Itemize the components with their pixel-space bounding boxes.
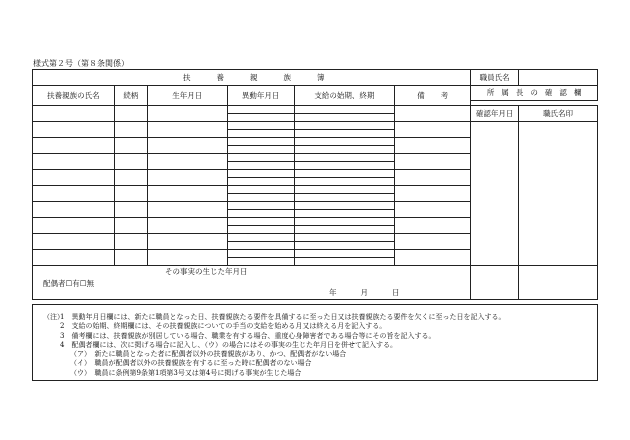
cell-name[interactable] [33,122,115,138]
cell-birth[interactable] [147,122,227,138]
remarks-char: 考 [440,90,449,100]
cell-period[interactable] [294,226,395,234]
cell-change[interactable] [227,258,294,266]
cell-change[interactable] [227,218,294,226]
cell-period[interactable] [294,154,395,162]
cell-remarks[interactable] [395,202,471,218]
cell-period[interactable] [294,178,395,186]
cell-change[interactable] [227,194,294,202]
cell-change[interactable] [227,162,294,170]
form-number: 様式第２号（第８条関係） [33,59,129,68]
cell-name[interactable] [33,106,115,122]
cell-remarks[interactable] [395,154,471,170]
cell-change[interactable] [227,178,294,186]
cell-relation[interactable] [114,218,147,234]
employee-name-label: 職員氏名 [471,70,519,86]
cell-period[interactable] [294,258,395,266]
cell-change[interactable] [227,210,294,218]
cell-remarks[interactable] [395,122,471,138]
cell-birth[interactable] [147,170,227,186]
title-char: 養 [216,72,224,82]
cell-period[interactable] [294,202,395,210]
note-line: 3 備考欄には、扶養親族が別居している場合、職業を有する場合、重度心身障害者である場合等にその旨を記入する。 [60,331,436,340]
confirm-char: 長 [515,88,524,98]
cell-name[interactable] [33,138,115,154]
cell-change[interactable] [227,234,294,242]
cell-birth[interactable] [147,234,227,250]
cell-birth[interactable] [147,138,227,154]
cell-relation[interactable] [114,170,147,186]
title-row [33,70,598,86]
confirm-char: 属 [501,88,509,98]
occurrence-date-field[interactable] [329,289,400,297]
confirm-char: 欄 [573,88,582,98]
cell-relation[interactable] [114,250,147,266]
day-label: 日 [392,288,400,297]
col-header-name: 扶養親族の氏名 [33,86,115,106]
cell-period[interactable] [294,210,395,218]
cell-period[interactable] [294,114,395,122]
cell-relation[interactable] [114,106,147,122]
cell-period[interactable] [294,170,395,178]
cell-relation[interactable] [114,202,147,218]
title-char: 族 [283,72,291,82]
cell-name[interactable] [33,234,115,250]
note-line: （ア） 新たに職員となった者に配偶者以外の扶養親族があり、かつ、配偶者がない場合 [70,350,347,359]
cell-relation[interactable] [114,186,147,202]
cell-change[interactable] [227,106,294,114]
col-header-change: 異動年月日 [227,86,294,106]
cell-period[interactable] [294,218,395,226]
cell-period[interactable] [294,130,395,138]
confirm-date-cell[interactable] [471,122,519,266]
cell-period[interactable] [294,186,395,194]
col-header-confirm [471,86,598,101]
cell-change[interactable] [227,138,294,146]
cell-change[interactable] [227,122,294,130]
cell-period[interactable] [294,250,395,258]
cell-birth[interactable] [147,186,227,202]
col-header-birth: 生年月日 [147,86,227,106]
note-line: （ウ） 職員に条例第9条第1項第3号又は第4号に掲げる事実が生じた場合 [70,368,302,377]
cell-relation[interactable] [114,234,147,250]
cell-remarks[interactable] [395,106,471,122]
cell-remarks[interactable] [395,234,471,250]
confirm-char: 確 [544,88,553,98]
register-title [33,70,471,86]
cell-change[interactable] [227,250,294,258]
note-line: 1 異動年月日欄には、新たに職員となった日、扶養親族たる要件を具備するに至った日又は扶養親族たる要件を欠くに至った日を記入する。 [60,313,506,321]
cell-birth[interactable] [147,218,227,234]
note-line: （イ） 職員が配偶者以外の扶養親族を有するに至った時に配偶者のない場合 [70,359,312,368]
col-header-period: 支給の始期、終期 [294,86,395,106]
cell-birth[interactable] [147,202,227,218]
spouse-row [33,266,598,300]
cell-period[interactable] [294,138,395,146]
cell-birth[interactable] [147,106,227,122]
cell-relation[interactable] [114,122,147,138]
cell-change[interactable] [227,114,294,122]
note-line: 2 支給の始期、終期欄には、その扶養親族についての手当の支給を始める月又は終える月を記入する。 [60,322,387,331]
title-char: 親 [250,72,258,82]
confirm-date-cell[interactable] [471,266,519,300]
col-header-relation: 続柄 [114,86,147,106]
month-label: 月 [360,288,368,297]
title-char: 簿 [317,72,325,82]
cell-change[interactable] [227,186,294,194]
cell-period[interactable] [294,162,395,170]
note-line: 4 配偶者欄には、次に掲げる場合に記入し、（ウ）の場合にはその事実の生じた年月日を併せて記入する。 [60,340,397,349]
confirm-date-header: 確認年月日 [471,106,519,122]
cell-relation[interactable] [114,138,147,154]
cell-remarks[interactable] [395,250,471,266]
cell-name[interactable] [33,170,115,186]
cell-remarks[interactable] [395,218,471,234]
cell-change[interactable] [227,226,294,234]
cell-name[interactable] [33,154,115,170]
occurrence-date-label: その事実の生じた年月日 [165,267,248,276]
cell-period[interactable] [294,194,395,202]
column-header-row [33,86,598,101]
cell-name[interactable] [33,250,115,266]
cell-change[interactable] [227,130,294,138]
cell-name[interactable] [33,202,115,218]
year-label: 年 [329,288,337,297]
cell-relation[interactable] [114,154,147,170]
cell-change[interactable] [227,170,294,178]
confirm-char: 所 [486,88,495,98]
employee-name-field[interactable] [519,70,598,86]
cell-remarks[interactable] [395,138,471,154]
cell-name[interactable] [33,218,115,234]
cell-period[interactable] [294,122,395,130]
spouse-checkbox-label[interactable]: 配偶者☐有☐無 [43,279,94,288]
cell-period[interactable] [294,234,395,242]
cell-name[interactable] [33,186,115,202]
notes-head: （注） [43,313,64,321]
cell-period[interactable] [294,106,395,114]
cell-change[interactable] [227,242,294,250]
remarks-char: 備 [417,90,425,100]
col-header-remarks [395,86,471,106]
confirm-seal-cell[interactable] [519,266,598,300]
cell-period[interactable] [294,242,395,250]
title-char: 扶 [183,72,191,82]
dependents-register-table [32,69,598,300]
notes-box [32,304,598,381]
dependent-row [33,106,598,114]
confirm-seal-header: 職氏名印 [519,106,598,122]
cell-birth[interactable] [147,250,227,266]
cell-change[interactable] [227,154,294,162]
cell-period[interactable] [294,146,395,154]
confirm-char: の [530,88,538,98]
cell-remarks[interactable] [395,170,471,186]
cell-change[interactable] [227,146,294,154]
confirm-seal-cell[interactable] [519,122,598,266]
cell-change[interactable] [227,202,294,210]
cell-remarks[interactable] [395,186,471,202]
cell-birth[interactable] [147,154,227,170]
confirm-char: 認 [559,88,567,98]
dependent-row [33,122,598,130]
